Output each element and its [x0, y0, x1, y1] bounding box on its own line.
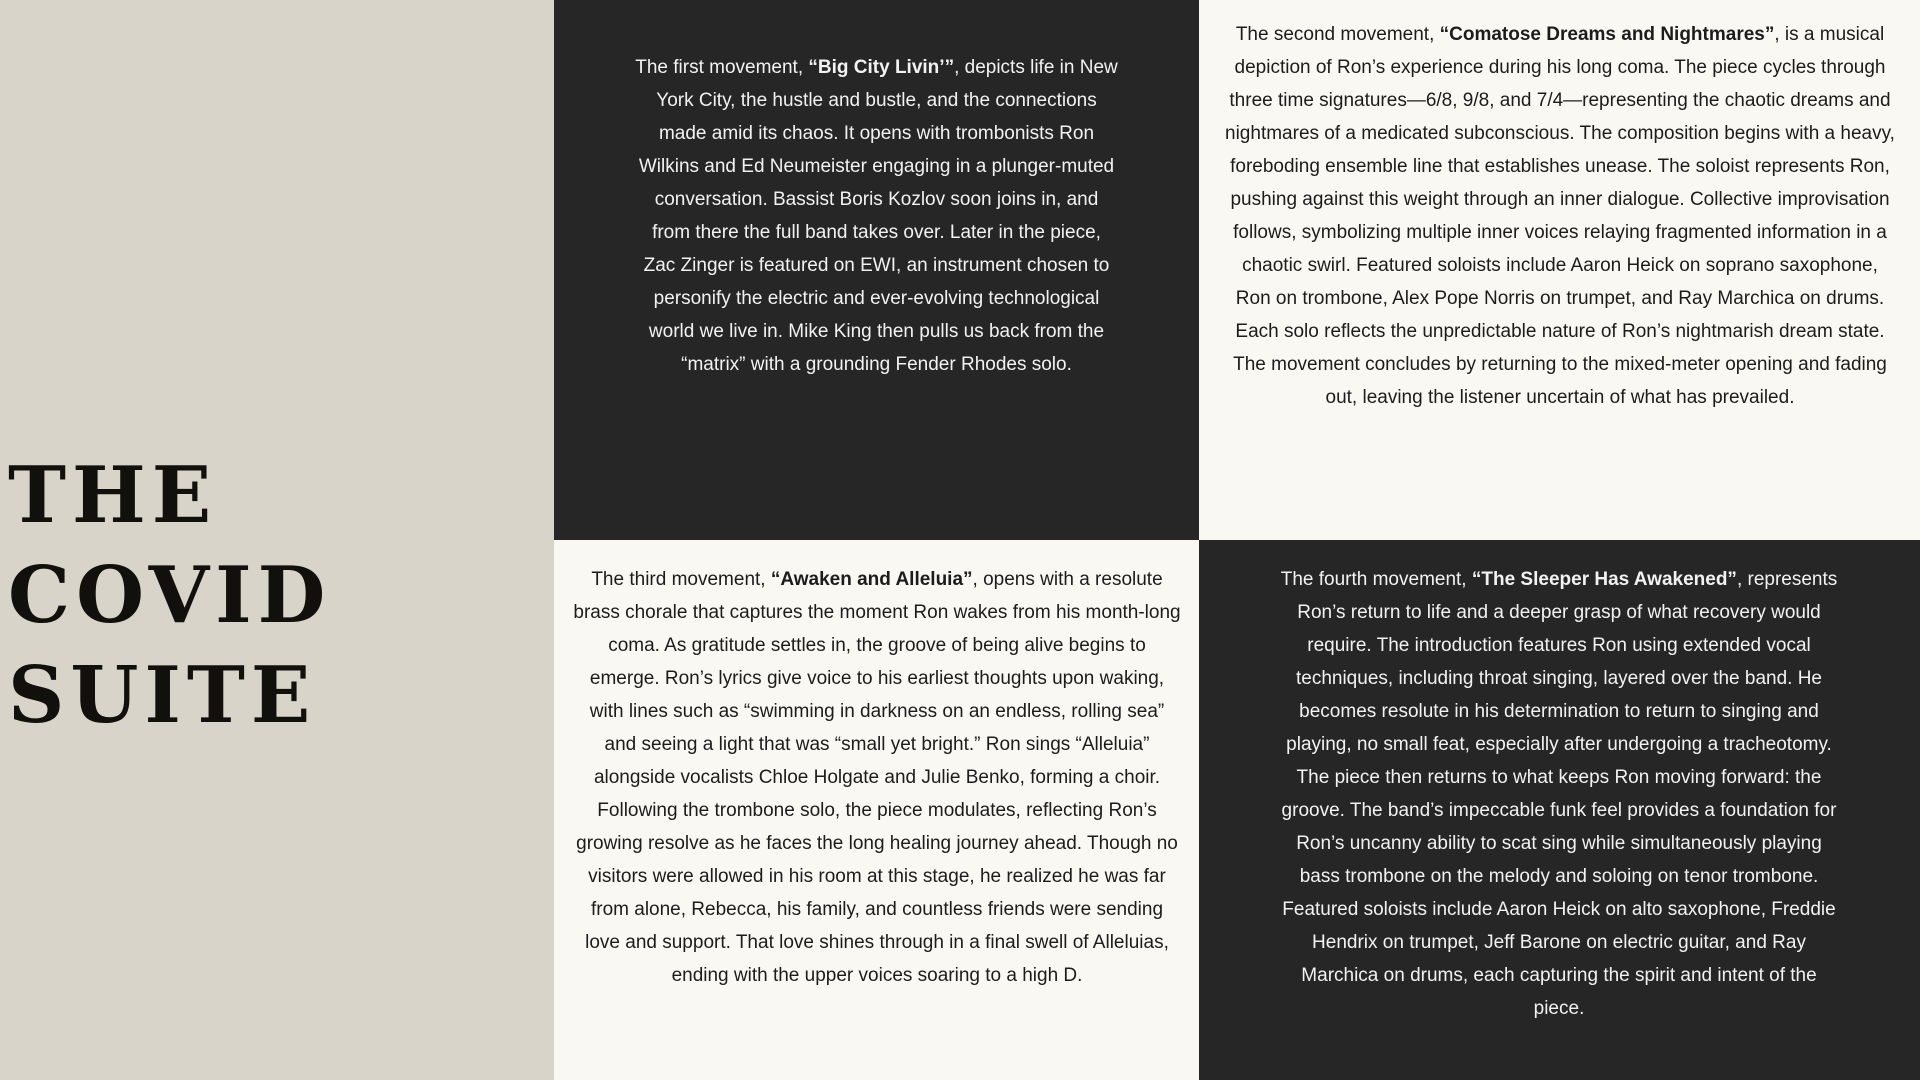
- movement-4-body: , represents Ron’s return to life and a deeper grasp of what recovery would require. The introduction features Ron using extended vocal techniques, including throat singing, layered over the band. He becomes resolute in his determination to return to singing and playing, no small feat, especially after undergoing a tracheotomy. The piece then returns to what keeps Ron moving forward: the groove. The band’s impeccable funk feel provides a foundation for Ron’s uncanny ability to scat sing while simultaneously playing bass trombone on the melody and soloing on tenor trombone. Featured soloists include Aaron Heick on alto saxophone, Freddie Hendrix on trumpet, Jeff Barone on electric guitar, and Ray Marchica on drums, each capturing the spirit and intent of the piece.: [1281, 569, 1838, 1019]
- movement-1-description: [634, 51, 1119, 381]
- movement-3-body: , opens with a resolute brass chorale that captures the moment Ron wakes from his month-long coma. As gratitude settles in, the groove of being alive begins to emerge. Ron’s lyrics give voice to his earliest thoughts upon waking, with lines such as “swimming in darkness on an endless, rolling sea” and seeing a light that was “small yet bright.” Ron sings “Alleluia” alongside vocalists Chloe Holgate and Julie Benko, forming a choir. Following the trombone solo, the piece modulates, reflecting Ron’s growing resolve as he faces the long healing journey ahead. Though no visitors were allowed in his room at this stage, he realized he was far from alone, Rebecca, his family, and countless friends were sending love and support. That love shines through in a final swell of Alleluias, ending with the upper voices soaring to a high D.: [573, 569, 1181, 986]
- movement-3-prefix: The third movement,: [591, 569, 771, 590]
- title-line-2: SUITE: [8, 650, 317, 741]
- movement-1-name: “Big City Livin’”: [808, 57, 955, 78]
- movement-1-prefix: The first movement,: [635, 57, 809, 78]
- movement-2-body: , is a musical depiction of Ron’s experience during his long coma. The piece cycles through three time signatures—6/8, 9/8, and 7/4—representing the chaotic dreams and nightmares of a medicated subconscious. The composition begins with a heavy, foreboding ensemble line that establishes unease. The soloist represents Ron, pushing against this weight through an inner dialogue. Collective improvisation follows, symbolizing multiple inner voices relaying fragmented information in a chaotic swirl. Featured soloists include Aaron Heick on soprano saxophone, Ron on trombone, Alex Pope Norris on trumpet, and Ray Marchica on drums. Each solo reflects the unpredictable nature of Ron’s nightmarish dream state. The movement concludes by returning to the mixed-meter opening and fading out, leaving the listener uncertain of what has prevailed.: [1225, 24, 1895, 408]
- movement-2-name: “Comatose Dreams and Nightmares”: [1439, 24, 1775, 45]
- title-line-1: THE COVID: [8, 450, 332, 641]
- movement-1-body: , depicts life in New York City, the hustle and bustle, and the connections made amid its chaos. It opens with trombonists Ron Wilkins and Ed Neumeister engaging in a plunger-muted conversation. Bassist Boris Kozlov soon joins in, and from there the full band takes over. Later in the piece, Zac Zinger is featured on EWI, an instrument chosen to personify the electric and ever-evolving technological world we live in. Mike King then pulls us back from the “matrix” with a grounding Fender Rhodes solo.: [638, 57, 1118, 375]
- movement-3-panel: [554, 540, 1199, 1080]
- movement-4-name: “The Sleeper Has Awakened”: [1471, 569, 1737, 590]
- movement-3-name: “Awaken and Alleluia”: [770, 569, 973, 590]
- movement-1-panel: [554, 0, 1199, 540]
- movement-2-description: [1225, 18, 1895, 414]
- title-panel: [0, 0, 554, 1080]
- movement-2-prefix: The second movement,: [1235, 24, 1440, 45]
- movement-3-description: [572, 563, 1182, 992]
- movement-4-panel: [1199, 540, 1920, 1080]
- movement-2-panel: [1199, 0, 1920, 540]
- movement-4-prefix: The fourth movement,: [1280, 569, 1472, 590]
- movement-4-description: [1279, 563, 1839, 1025]
- suite-title: [8, 446, 554, 746]
